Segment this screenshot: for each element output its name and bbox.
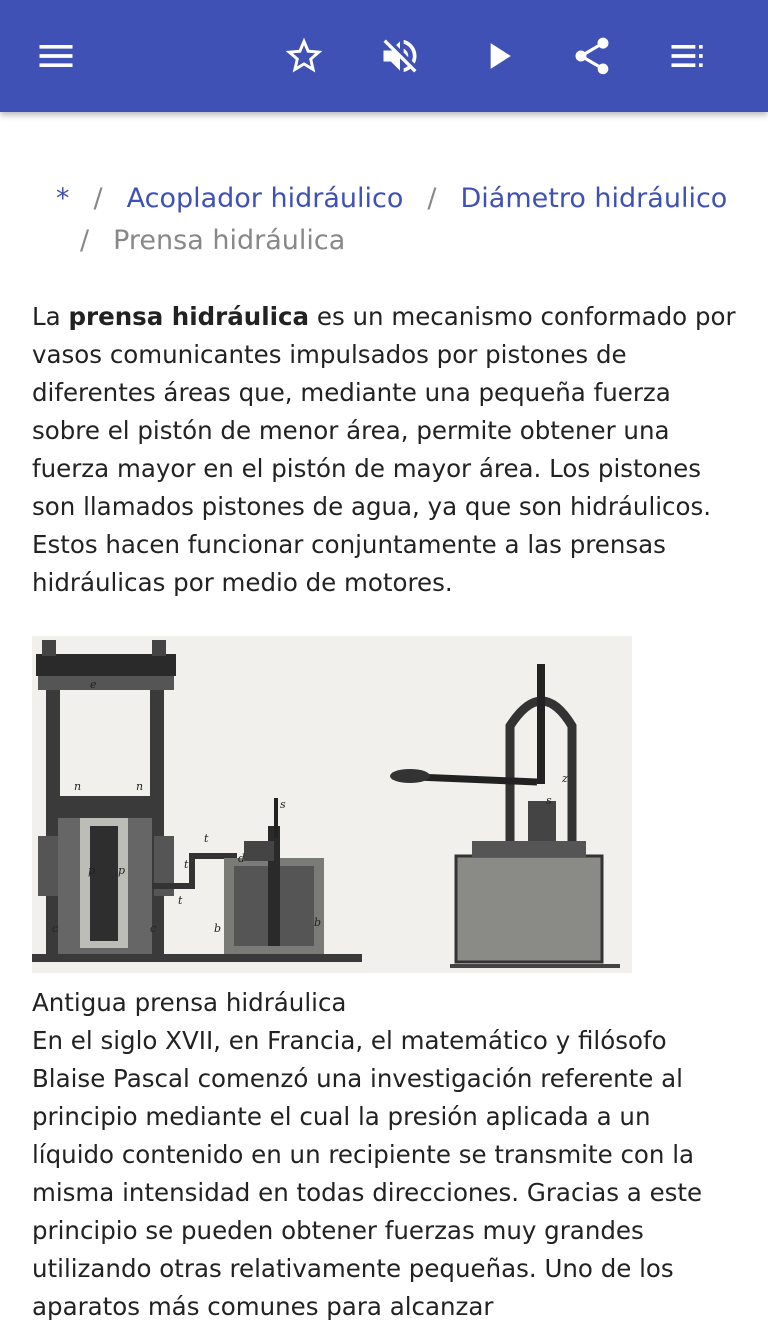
article-content [0, 112, 768, 1321]
play-icon [476, 34, 520, 78]
breadcrumb [56, 178, 746, 262]
app-bar [0, 0, 768, 112]
label-t2: t [184, 858, 189, 871]
breadcrumb-link-acoplador[interactable]: Acoplador hidráulico [126, 183, 404, 214]
press-engraving [32, 636, 632, 973]
mute-button[interactable] [372, 28, 428, 84]
intro-text: es un mecanismo conformado por vasos comunicantes impulsados por pistones de diferentes áreas que, mediante una pequeña fuerza sobre el pistón de menor área, permite obtener una fuerza mayor en el pistón de mayor área. Los pistones son llamados pistones de agua, ya que son hidráulicos. Estos hacen funcionar conjuntamente a las prensas hidráulicas por medio de motores. [32, 302, 736, 597]
label-s2: s [546, 794, 552, 807]
breadcrumb-separator: / [80, 225, 90, 256]
history-paragraph: En el siglo XVII, en Francia, el matemático y filósofo Blaise Pascal comenzó una investigación referente al principio mediante el cual la presión aplicada a un líquido contenido en un recipiente se transmite con la misma intensidad en todas direcciones. Gracias a este principio se pueden obtener fuerzas muy grandes utilizando otras relativamente pequeñas. Uno de los aparatos más comunes para alcanzar [32, 1026, 703, 1321]
playlist-icon [666, 34, 710, 78]
breadcrumb-current: Prensa hidráulica [113, 225, 346, 256]
intro-prefix: La [32, 302, 69, 331]
breadcrumb-separator: / [427, 183, 437, 214]
label-c1: c [52, 922, 59, 935]
volume-off-icon [378, 34, 422, 78]
playlist-button[interactable] [660, 28, 716, 84]
play-button[interactable] [470, 28, 526, 84]
label-s1: s [280, 798, 286, 811]
label-b2: b [314, 916, 322, 929]
label-t3: t [178, 894, 183, 907]
share-icon [570, 34, 614, 78]
star-outline-icon [282, 34, 326, 78]
bookmark-button[interactable] [276, 28, 332, 84]
menu-icon [34, 34, 78, 78]
label-e: e [90, 678, 97, 691]
label-c2: c [150, 922, 157, 935]
label-p2: p [118, 864, 126, 877]
label-d: d [238, 852, 246, 865]
label-p1: p [88, 864, 96, 877]
breadcrumb-separator: / [93, 183, 103, 214]
share-button[interactable] [564, 28, 620, 84]
label-n2: n [136, 780, 144, 793]
label-z: z [562, 772, 568, 785]
label-n1: n [74, 780, 82, 793]
figure-caption: Antigua prensa hidráulica [32, 988, 347, 1017]
hydraulic-press-illustration[interactable] [32, 636, 632, 973]
breadcrumb-home-link[interactable]: * [56, 183, 70, 214]
label-t1: t [204, 832, 209, 845]
breadcrumb-link-diametro[interactable]: Diámetro hidráulico [460, 183, 728, 214]
intro-paragraph [32, 298, 736, 602]
intro-term: prensa hidráulica [68, 302, 310, 331]
label-b1: b [214, 922, 222, 935]
menu-button[interactable] [28, 28, 84, 84]
